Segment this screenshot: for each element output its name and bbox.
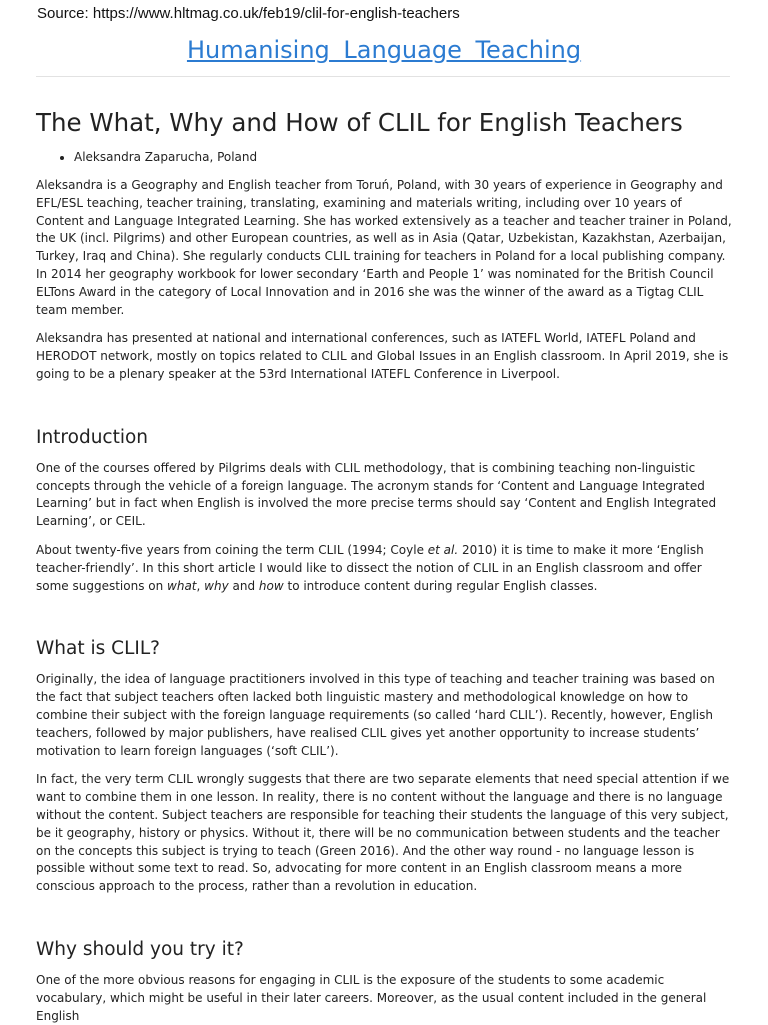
what-is-clil-paragraph-1: Originally, the idea of language practitioners involved in this type of teaching and teacher training was based on the fact that subject teachers often lacked both linguistic mastery and methodological knowledge on how to combine their subject with the foreign language requirements (so called ‘hard CLIL’). Recently, however, English teachers, followed by major publishers, have realised CLIL gives yet another opportunity to increase students’ motivation to learn foreign languages (‘soft CLIL’). — [36, 672, 715, 758]
italic-why: why — [204, 578, 229, 593]
header-divider — [36, 76, 730, 77]
italic-et-al: et al. — [427, 542, 459, 557]
author-list — [36, 148, 732, 166]
author-bio-paragraph-2: Aleksandra has presented at national and international conferences, such as IATEFL World, IATEFL Poland and HERODOT network, mostly on topics related to CLIL and Global Issues in an English classroom. In April 2019, she is going to be a plenary speaker at the 53rd International IATEFL Conference in Liverpool. — [36, 331, 729, 381]
author-item: • Aleksandra Zaparucha, Poland — [74, 148, 732, 166]
author-bio-paragraph-1: Aleksandra is a Geography and English teacher from Toruń, Poland, with 30 years of experience in Geography and EFL/ESL teaching, teacher training, translating, examining and materials writing, including over 10 years of Content and Language Integrated Learning. She has worked extensively as a teacher and teacher trainer in Poland, the UK (incl. Pilgrims) and other European countries, as well as in Asia (Qatar, Uzbekistan, Kazakhstan, Azerbaijan, Turkey, Iraq and China). She regularly conducts CLIL training for teachers in Poland for a local publishing company. In 2014 her geography workbook for lower secondary ‘Earth and People 1’ was nominated for the British Council ELTons Award in the category of Local Innovation and in 2016 she was the winner of the award as a Tigtag CLIL team member. — [36, 178, 732, 317]
italic-what: what — [167, 578, 197, 593]
section-heading-introduction: Introduction — [36, 426, 149, 448]
introduction-paragraph-2: About twenty-five years from coining the term CLIL (1994; Coyle et al. 2010) it is time to make it more ‘English teacher-friendly’. In this short article I would like to dissect the notion of CLIL in an English classroom and offer some suggestions on what, why and how to introduce content during regular English classes. — [36, 542, 704, 593]
source-line: Source: https://www.hltmag.co.uk/feb19/clil-for-english-teachers — [37, 5, 460, 22]
why-try-paragraph-1: One of the more obvious reasons for engaging in CLIL is the exposure of the students to some academic vocabulary, which might be useful in their later careers. Moreover, as the usual content included in the general English — [36, 972, 707, 1023]
what-is-clil-paragraph-2: In fact, the very term CLIL wrongly suggests that there are two separate elements that need special attention if we want to combine them in one lesson. In reality, there is no content without the language and there is no language without the content. Subject teachers are responsible for teaching their students the language of this very subject, be it geography, history or physics. Without it, there will be no communication between students and the teacher on the concepts this subject is trying to teach (Green 2016). And the other way round - no language lesson is possible without some text to read. So, advocating for more content in an English classroom means a more conscious approach to the process, rather than a revolution in education. — [36, 772, 730, 894]
site-title-link[interactable]: Humanising Language Teaching — [186, 36, 582, 64]
italic-how: how — [258, 578, 284, 593]
article — [36, 106, 732, 1025]
introduction-paragraph-1: One of the courses offered by Pilgrims deals with CLIL methodology, that is combining teaching non-linguistic concepts through the vehicle of a foreign language. The acronym stands for ‘Content and Language Integrated Learning’ but in fact when English is involved the more precise terms should say ‘Content and English Integrated Learning’, or CEIL. — [36, 460, 717, 529]
article-title: The What, Why and How of CLIL for English Teachers — [36, 108, 683, 137]
section-heading-what-is-clil: What is CLIL? — [36, 638, 160, 660]
section-heading-why-try: Why should you try it? — [36, 938, 244, 960]
